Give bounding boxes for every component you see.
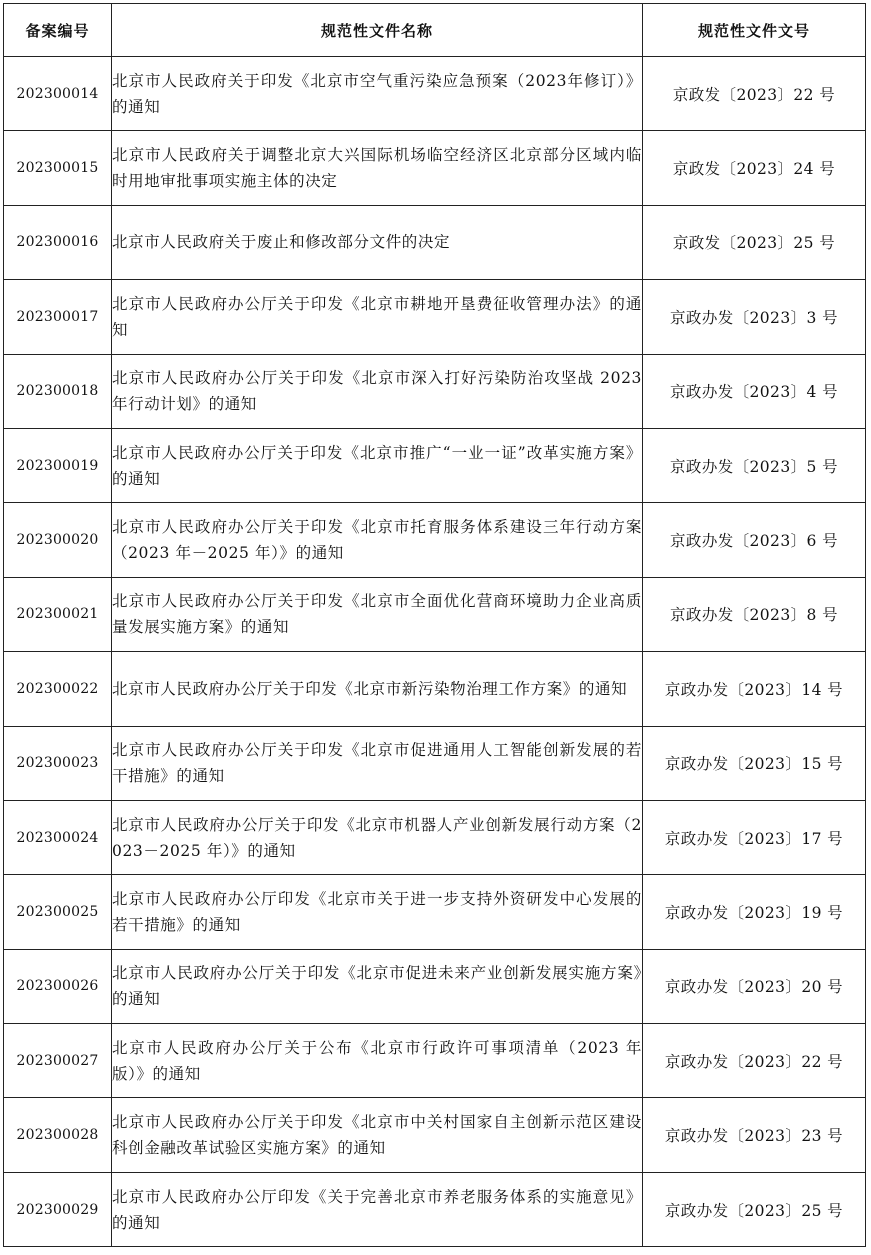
table-row: [4, 205, 866, 279]
doc-no-cell: 京政办发〔2023〕3 号: [643, 280, 866, 354]
table-row: [4, 1172, 866, 1246]
record-no-cell: 202300016: [4, 205, 112, 279]
record-no-cell: 202300015: [4, 131, 112, 205]
doc-no-cell: 京政办发〔2023〕25 号: [643, 1172, 866, 1246]
doc-no-cell: 京政办发〔2023〕22 号: [643, 1024, 866, 1098]
document-page: [3, 3, 866, 1247]
doc-no-cell: 京政发〔2023〕22 号: [643, 57, 866, 131]
doc-name-cell: 北京市人民政府办公厅关于公布《北京市行政许可事项清单（2023 年版）》的通知: [112, 1024, 643, 1098]
doc-name-cell: 北京市人民政府办公厅关于印发《北京市全面优化营商环境助力企业高质量发展实施方案》的通知: [112, 577, 643, 651]
header-doc-no: 规范性文件文号: [643, 4, 866, 57]
table-row: [4, 354, 866, 428]
table-row: [4, 726, 866, 800]
record-no-cell: 202300022: [4, 652, 112, 726]
doc-no-cell: 京政办发〔2023〕17 号: [643, 800, 866, 874]
doc-name-cell: 北京市人民政府关于印发《北京市空气重污染应急预案（2023年修订）》的通知: [112, 57, 643, 131]
record-no-cell: 202300024: [4, 800, 112, 874]
table-row: [4, 652, 866, 726]
doc-no-cell: 京政办发〔2023〕14 号: [643, 652, 866, 726]
doc-name-cell: 北京市人民政府办公厅关于印发《北京市深入打好污染防治攻坚战 2023 年行动计划》的通知: [112, 354, 643, 428]
doc-name-cell: 北京市人民政府办公厅印发《关于完善北京市养老服务体系的实施意见》的通知: [112, 1172, 643, 1246]
doc-no-cell: 京政办发〔2023〕23 号: [643, 1098, 866, 1172]
table-row: [4, 503, 866, 577]
table-row: [4, 280, 866, 354]
doc-no-cell: 京政办发〔2023〕8 号: [643, 577, 866, 651]
doc-no-cell: 京政办发〔2023〕6 号: [643, 503, 866, 577]
filing-table: [3, 3, 866, 1247]
doc-name-cell: 北京市人民政府办公厅关于印发《北京市耕地开垦费征收管理办法》的通知: [112, 280, 643, 354]
record-no-cell: 202300029: [4, 1172, 112, 1246]
table-row: [4, 57, 866, 131]
doc-name-cell: 北京市人民政府办公厅关于印发《北京市中关村国家自主创新示范区建设科创金融改革试验区实施方案》的通知: [112, 1098, 643, 1172]
doc-no-cell: 京政办发〔2023〕4 号: [643, 354, 866, 428]
doc-name-cell: 北京市人民政府办公厅关于印发《北京市促进未来产业创新发展实施方案》的通知: [112, 949, 643, 1023]
record-no-cell: 202300026: [4, 949, 112, 1023]
record-no-cell: 202300018: [4, 354, 112, 428]
doc-name-cell: 北京市人民政府办公厅关于印发《北京市推广“一业一证”改革实施方案》的通知: [112, 428, 643, 502]
doc-name-cell: 北京市人民政府办公厅关于印发《北京市托育服务体系建设三年行动方案（2023 年－2025 年）》的通知: [112, 503, 643, 577]
doc-no-cell: 京政发〔2023〕25 号: [643, 205, 866, 279]
header-doc-name: 规范性文件名称: [112, 4, 643, 57]
record-no-cell: 202300025: [4, 875, 112, 949]
record-no-cell: 202300027: [4, 1024, 112, 1098]
record-no-cell: 202300020: [4, 503, 112, 577]
table-row: [4, 800, 866, 874]
doc-name-cell: 北京市人民政府办公厅关于印发《北京市促进通用人工智能创新发展的若干措施》的通知: [112, 726, 643, 800]
doc-no-cell: 京政办发〔2023〕5 号: [643, 428, 866, 502]
doc-no-cell: 京政发〔2023〕24 号: [643, 131, 866, 205]
doc-no-cell: 京政办发〔2023〕20 号: [643, 949, 866, 1023]
doc-name-cell: 北京市人民政府办公厅印发《北京市关于进一步支持外资研发中心发展的若干措施》的通知: [112, 875, 643, 949]
record-no-cell: 202300014: [4, 57, 112, 131]
header-record-no: 备案编号: [4, 4, 112, 57]
table-row: [4, 1024, 866, 1098]
table-row: [4, 577, 866, 651]
doc-name-cell: 北京市人民政府关于调整北京大兴国际机场临空经济区北京部分区域内临时用地审批事项实施主体的决定: [112, 131, 643, 205]
doc-name-cell: 北京市人民政府关于废止和修改部分文件的决定: [112, 205, 643, 279]
record-no-cell: 202300028: [4, 1098, 112, 1172]
record-no-cell: 202300023: [4, 726, 112, 800]
record-no-cell: 202300017: [4, 280, 112, 354]
table-row: [4, 428, 866, 502]
doc-name-cell: 北京市人民政府办公厅关于印发《北京市机器人产业创新发展行动方案（2023－2025 年）》的通知: [112, 800, 643, 874]
table-row: [4, 875, 866, 949]
table-row: [4, 949, 866, 1023]
doc-no-cell: 京政办发〔2023〕15 号: [643, 726, 866, 800]
doc-no-cell: 京政办发〔2023〕19 号: [643, 875, 866, 949]
table-row: [4, 1098, 866, 1172]
table-row: [4, 131, 866, 205]
table-body: [4, 57, 866, 1247]
record-no-cell: 202300019: [4, 428, 112, 502]
record-no-cell: 202300021: [4, 577, 112, 651]
table-header-row: [4, 4, 866, 57]
doc-name-cell: 北京市人民政府办公厅关于印发《北京市新污染物治理工作方案》的通知: [112, 652, 643, 726]
